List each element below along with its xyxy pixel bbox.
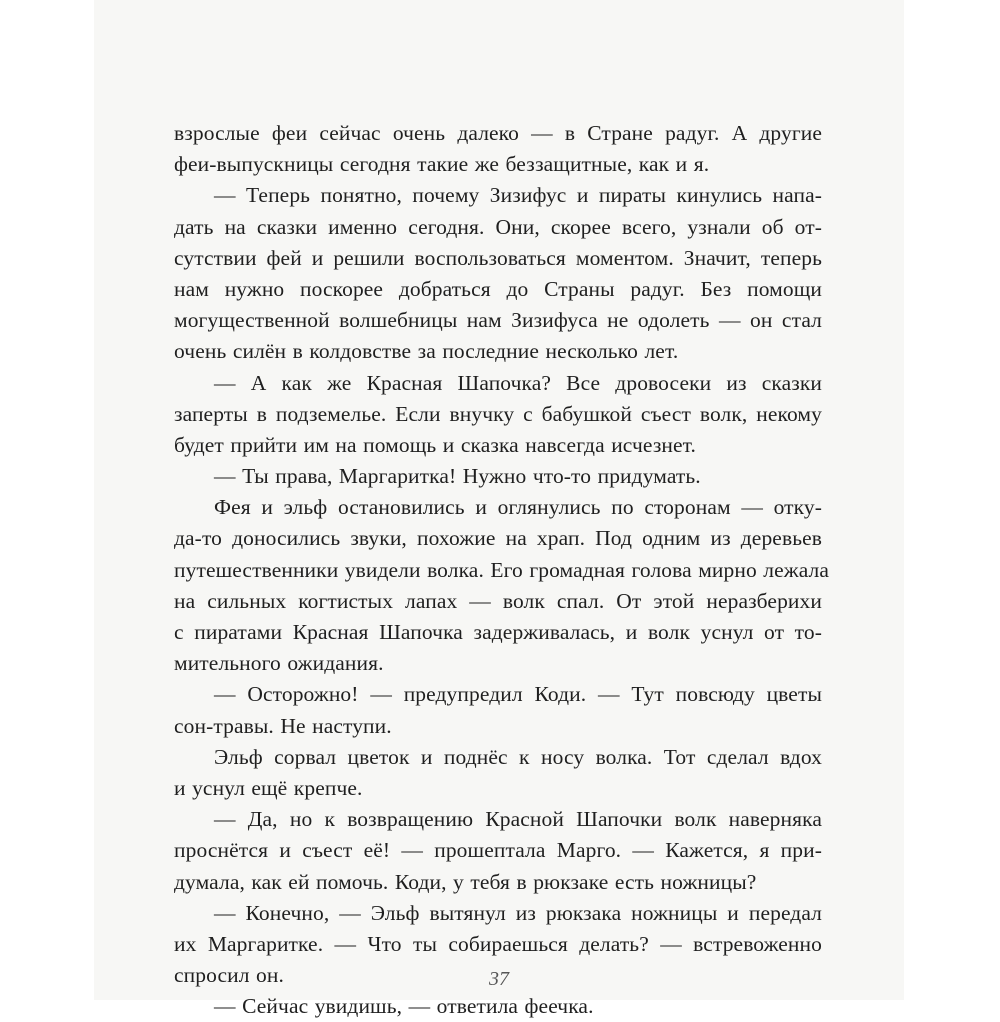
text-line: феи-выпускницы сегодня такие же беззащитные, как и я. (174, 152, 710, 177)
text-line: думала, как ей помочь. Коди, у тебя в рюкзаке есть ножницы? (174, 869, 757, 894)
text-line: — Теперь понятно, почему Зизифус и пираты кинулись напа- (214, 183, 822, 208)
text-line: взрослые феи сейчас очень далеко — в Стране радуг. А другие (174, 121, 822, 145)
text-line: сон-травы. Не наступи. (174, 713, 392, 738)
text-line: их Маргаритке. — Что ты собираешься делать? — встревоженно (174, 931, 822, 956)
text-line: путешественники увидели волка. Его громадная голова мирно лежала (174, 557, 830, 582)
text-line: да-то доносились звуки, похожие на храп. Под одним из деревьев (174, 526, 822, 551)
text-line: — Сейчас увидишь, — ответила феечка. (214, 994, 594, 1019)
text-line: могущественной волшебницы нам Зизифуса не одолеть — он стал (174, 308, 822, 333)
text-line: будет прийти им на помощь и сказка навсегда исчезнет. (174, 432, 697, 457)
text-line: мительного ожидания. (174, 651, 384, 676)
text-line: дать на сказки именно сегодня. Они, скорее всего, узнали об от- (174, 214, 822, 239)
text-line: — Конечно, — Эльф вытянул из рюкзака ножницы и передал (214, 900, 822, 925)
text-line: Фея и эльф остановились и оглянулись по сторонам — отку- (214, 495, 822, 520)
book-page (94, 0, 904, 1019)
text-line: спросил он. (174, 963, 284, 988)
text-line: с пиратами Красная Шапочка задерживалась, и волк уснул от то- (174, 620, 822, 644)
text-line: — А как же Красная Шапочка? Все дровосеки из сказки (214, 370, 822, 395)
text-line: сутствии фей и решили воспользоваться моментом. Значит, теперь (174, 245, 822, 270)
text-line: нам нужно поскорее добраться до Страны радуг. Без помощи (174, 276, 822, 301)
text-line: Эльф сорвал цветок и поднёс к носу волка. Тот сделал вдох (214, 744, 822, 769)
text-line: проснётся и съест её! — прошептала Марго. — Кажется, я при- (174, 838, 822, 863)
text-line: — Да, но к возвращению Красной Шапочки волк наверняка (214, 807, 822, 832)
text-line: заперты в подземелье. Если внучку с бабушкой съест волк, некому (174, 401, 822, 426)
page-body-text (174, 118, 830, 1022)
text-line: — Осторожно! — предупредил Коди. — Тут повсюду цветы (214, 682, 822, 707)
text-line: и уснул ещё крепче. (174, 775, 363, 800)
text-line: очень силён в колдовстве за последние несколько лет. (174, 339, 679, 364)
page-number: 37 (489, 968, 509, 990)
text-line: на сильных когтистых лапах — волк спал. От этой неразберихи (174, 588, 822, 613)
text-line: — Ты права, Маргаритка! Нужно что-то придумать. (214, 464, 701, 489)
